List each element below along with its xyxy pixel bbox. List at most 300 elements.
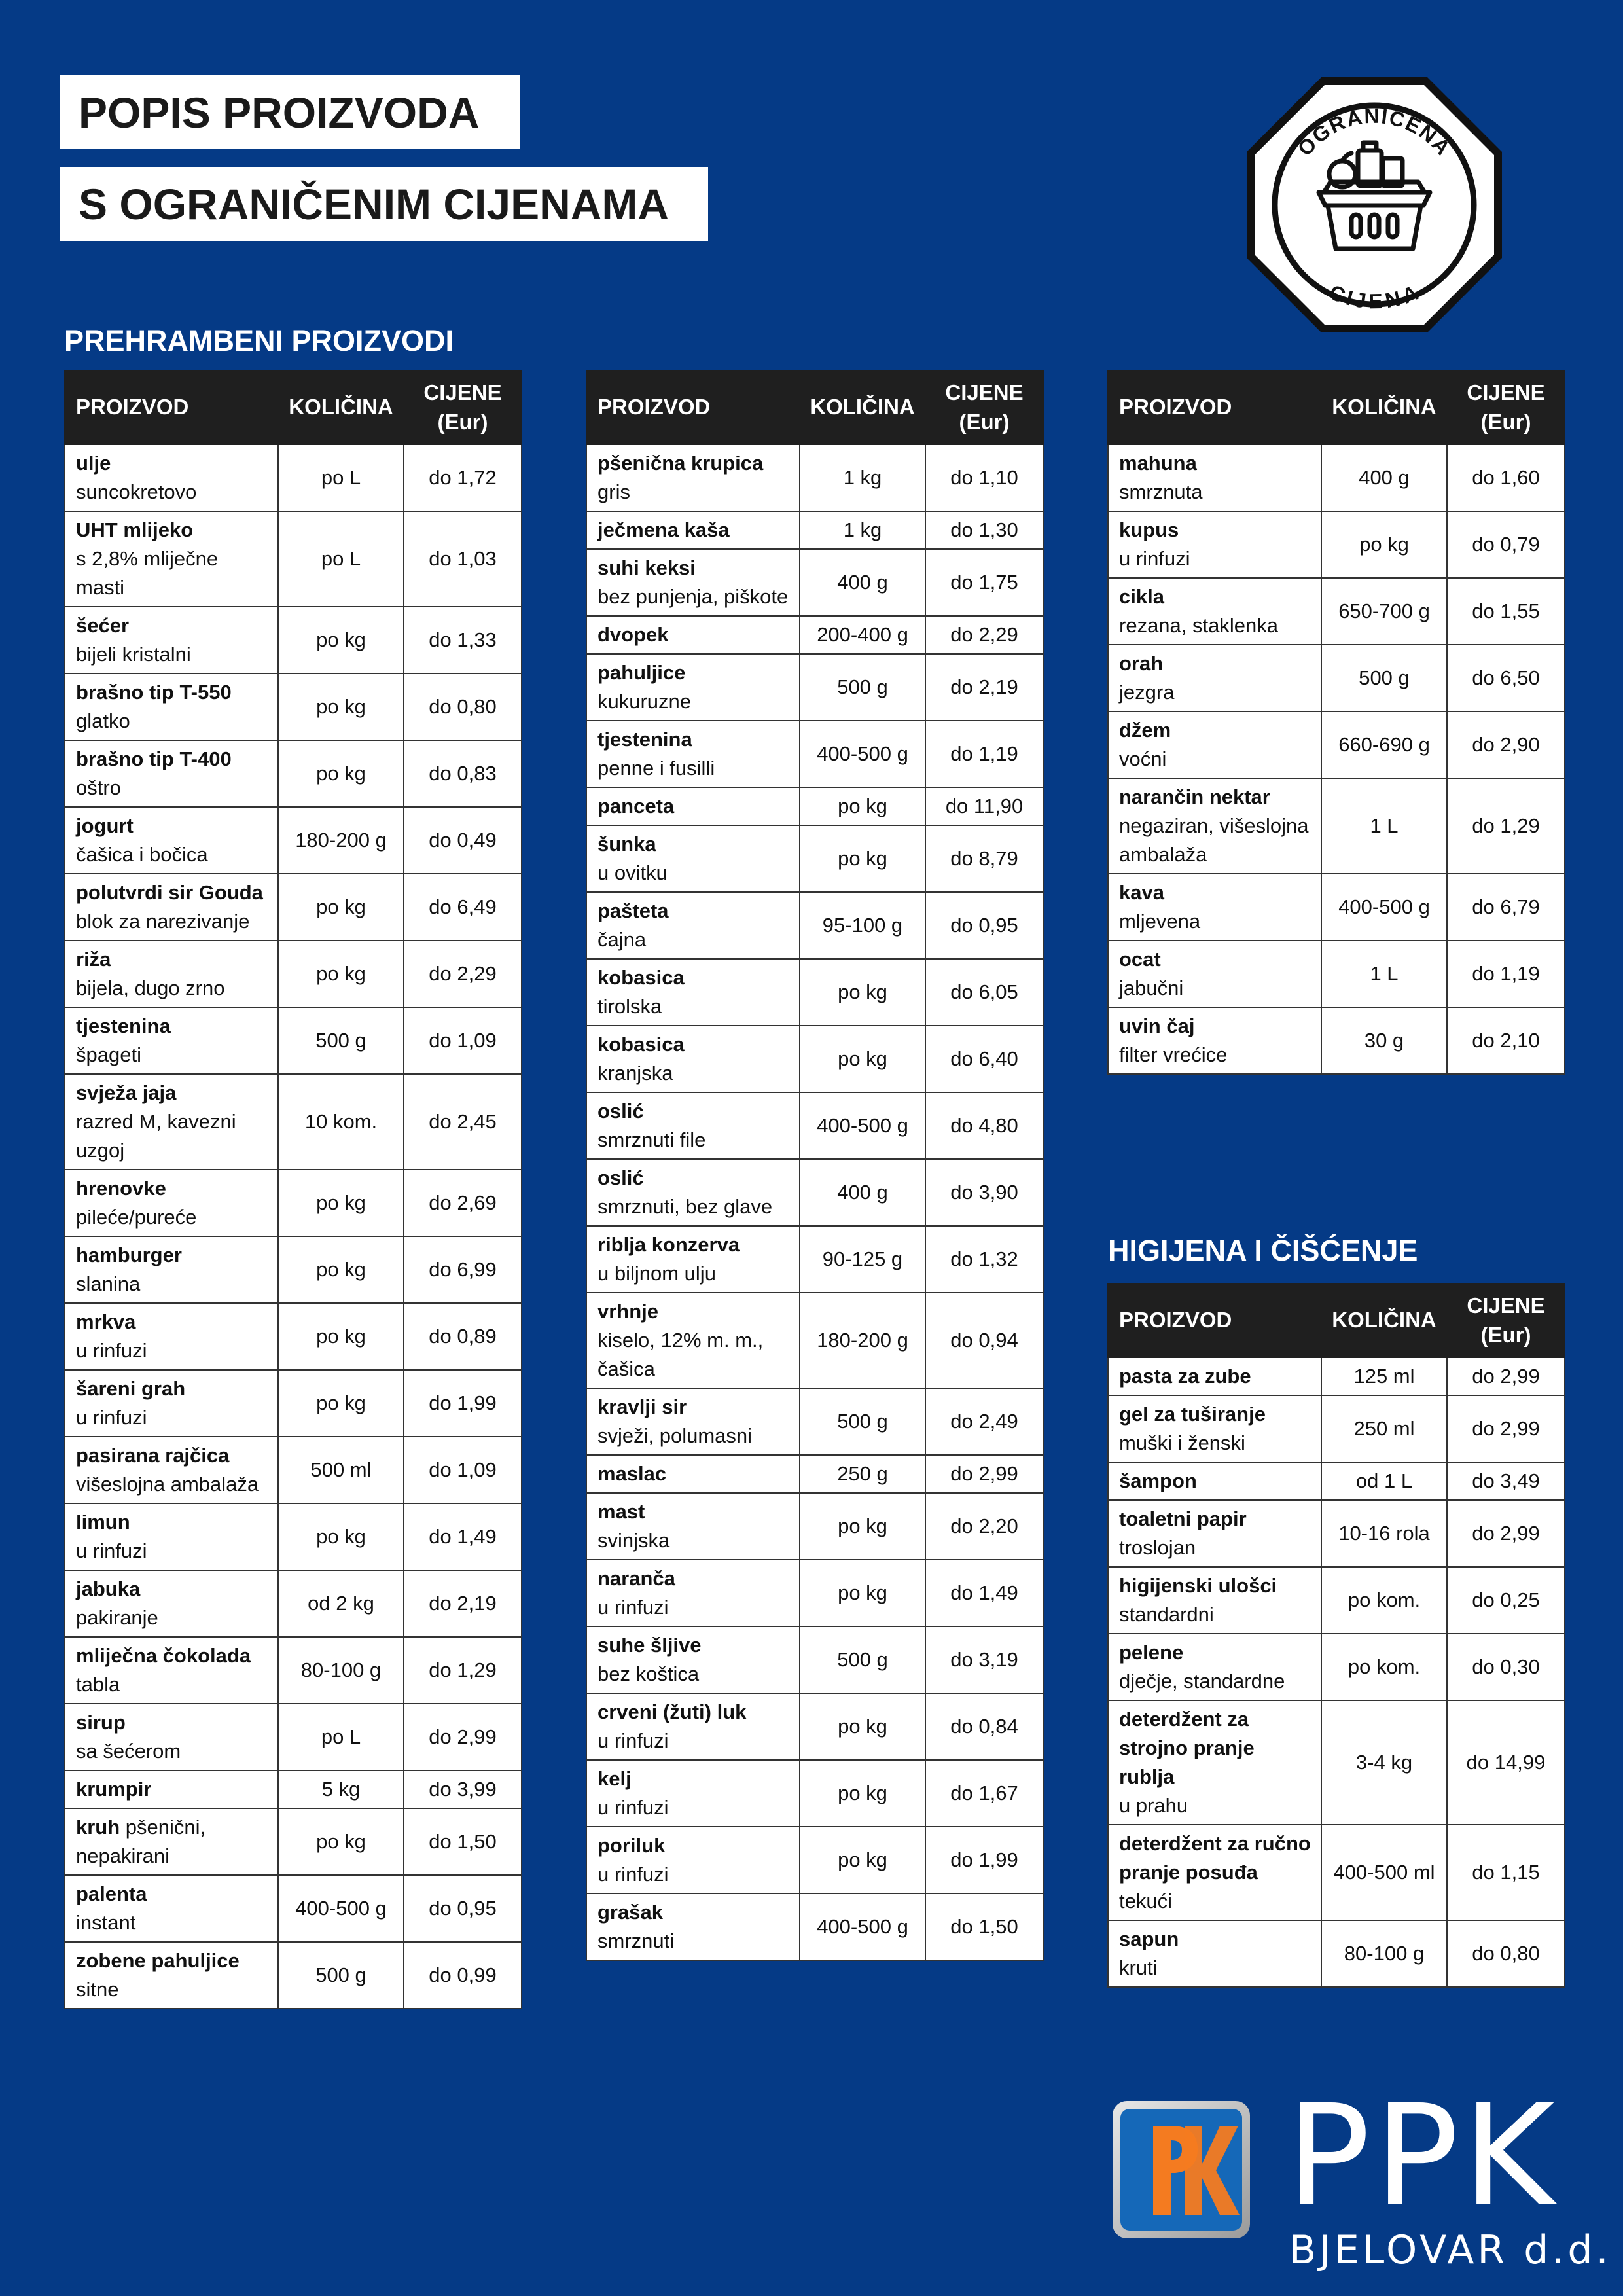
price-cell: do 1,75 xyxy=(925,549,1043,616)
product-cell xyxy=(586,787,800,825)
product-cell xyxy=(65,1875,278,1942)
product-description: slanina xyxy=(76,1272,141,1295)
table-row xyxy=(586,1388,1043,1455)
product-cell xyxy=(1108,578,1321,645)
quantity-cell: 400-500 g xyxy=(278,1875,404,1942)
product-name: narančin nektar xyxy=(1119,785,1270,808)
product-name: deterdžent za ručno pranje posuđa xyxy=(1119,1832,1311,1884)
table-row xyxy=(586,1560,1043,1626)
table-row xyxy=(1108,1462,1565,1500)
quantity-cell: 250 g xyxy=(800,1455,925,1493)
product-description: bez koštica xyxy=(597,1662,700,1685)
price-cell: do 2,29 xyxy=(925,616,1043,654)
product-name: tjestenina xyxy=(597,728,692,751)
quantity-cell: po kg xyxy=(800,787,925,825)
product-name: toaletni papir xyxy=(1119,1507,1247,1530)
product-cell xyxy=(1108,1395,1321,1462)
product-cell xyxy=(586,825,800,892)
table-row xyxy=(586,511,1043,549)
price-cell: do 2,99 xyxy=(1447,1357,1565,1395)
product-cell xyxy=(586,1092,800,1159)
product-description: instant xyxy=(76,1911,136,1934)
price-cell: do 1,50 xyxy=(404,1808,522,1875)
header-quantity: KOLIČINA xyxy=(1321,1283,1447,1357)
product-description: filter vrećice xyxy=(1119,1043,1228,1066)
quantity-cell: 500 g xyxy=(278,1942,404,2009)
quantity-cell: 1 kg xyxy=(800,511,925,549)
product-cell xyxy=(586,1159,800,1226)
price-cell: do 6,05 xyxy=(925,959,1043,1026)
product-name: gel za tuširanje xyxy=(1119,1403,1266,1426)
section-title-hygiene: HIGIJENA I ČIŠĆENJE xyxy=(1108,1234,1418,1267)
product-name: hrenovke xyxy=(76,1177,166,1200)
product-cell xyxy=(586,1893,800,1960)
product-description: voćni xyxy=(1119,747,1167,770)
table-row xyxy=(1108,444,1565,511)
product-cell xyxy=(586,549,800,616)
table-row xyxy=(1108,874,1565,941)
product-cell xyxy=(1108,511,1321,578)
price-cell: do 1,49 xyxy=(404,1503,522,1570)
product-description: smrznuti xyxy=(597,1929,675,1952)
quantity-cell: po kg xyxy=(278,874,404,941)
product-cell xyxy=(586,616,800,654)
quantity-cell: 500 g xyxy=(800,1626,925,1693)
table-row xyxy=(65,1637,522,1704)
price-cell: do 0,80 xyxy=(1447,1920,1565,1987)
product-description: u biljnom ulju xyxy=(597,1262,716,1285)
product-cell xyxy=(586,511,800,549)
price-cell: do 1,99 xyxy=(925,1827,1043,1893)
product-name: limun xyxy=(76,1511,130,1534)
product-description: dječje, standardne xyxy=(1119,1670,1285,1693)
product-name: oslić xyxy=(597,1100,644,1122)
product-name: kelj xyxy=(597,1767,632,1790)
product-name: dvopek xyxy=(597,623,669,646)
header-price xyxy=(404,370,522,444)
quantity-cell: 250 ml xyxy=(1321,1395,1447,1462)
product-description: bijela, dugo zrno xyxy=(76,977,225,999)
product-name: pašteta xyxy=(597,899,669,922)
quantity-cell: 80-100 g xyxy=(278,1637,404,1704)
price-cell: do 1,09 xyxy=(404,1437,522,1503)
table-row xyxy=(1108,511,1565,578)
header-price xyxy=(1447,1283,1565,1357)
price-cell: do 2,19 xyxy=(404,1570,522,1637)
product-cell xyxy=(1108,1825,1321,1920)
product-description: blok za narezivanje xyxy=(76,910,250,933)
product-name: naranča xyxy=(597,1567,675,1590)
product-cell xyxy=(65,673,278,740)
product-cell xyxy=(65,1437,278,1503)
table-row xyxy=(65,941,522,1007)
product-description: razred M, kavezni uzgoj xyxy=(76,1110,236,1162)
table-row xyxy=(65,1770,522,1808)
table-row xyxy=(65,673,522,740)
quantity-cell: 90-125 g xyxy=(800,1226,925,1293)
product-name: kobasica xyxy=(597,1033,685,1056)
price-cell: do 3,49 xyxy=(1447,1462,1565,1500)
product-name: tjestenina xyxy=(76,1014,171,1037)
product-name: kobasica xyxy=(597,966,685,989)
quantity-cell: od 2 kg xyxy=(278,1570,404,1637)
product-name: hamburger xyxy=(76,1244,182,1266)
quantity-cell: po kg xyxy=(800,1827,925,1893)
price-cell: do 0,79 xyxy=(1447,511,1565,578)
quantity-cell: 10-16 rola xyxy=(1321,1500,1447,1567)
product-cell xyxy=(586,1760,800,1827)
product-cell xyxy=(65,1074,278,1170)
product-description: gris xyxy=(597,480,630,503)
product-description: u rinfuzi xyxy=(76,1539,147,1562)
table-row xyxy=(586,549,1043,616)
price-cell: do 1,29 xyxy=(1447,778,1565,874)
table-row xyxy=(1108,778,1565,874)
quantity-cell: 1 L xyxy=(1321,941,1447,1007)
quantity-cell: 500 g xyxy=(800,654,925,721)
price-cell: do 8,79 xyxy=(925,825,1043,892)
price-cell: do 2,99 xyxy=(1447,1395,1565,1462)
product-cell xyxy=(65,1570,278,1637)
product-cell xyxy=(1108,711,1321,778)
product-cell xyxy=(586,1026,800,1092)
table-row xyxy=(586,1226,1043,1293)
product-cell xyxy=(1108,874,1321,941)
table-row xyxy=(1108,645,1565,711)
product-cell xyxy=(586,1293,800,1388)
product-cell xyxy=(65,807,278,874)
price-cell: do 1,29 xyxy=(404,1637,522,1704)
quantity-cell: 125 ml xyxy=(1321,1357,1447,1395)
product-cell xyxy=(65,1770,278,1808)
price-cell: do 0,95 xyxy=(404,1875,522,1942)
product-name: pelene xyxy=(1119,1641,1184,1664)
product-description: u ovitku xyxy=(597,861,668,884)
section-title-food: PREHRAMBENI PROIZVODI xyxy=(64,324,454,357)
product-cell xyxy=(65,1704,278,1770)
table-row xyxy=(1108,1007,1565,1074)
table-row xyxy=(586,1827,1043,1893)
table-row xyxy=(65,1570,522,1637)
price-cell: do 6,49 xyxy=(404,874,522,941)
product-cell xyxy=(65,874,278,941)
product-description: smrznuti, bez glave xyxy=(597,1195,773,1218)
header-product: PROIZVOD xyxy=(1108,1283,1321,1357)
product-description: u rinfuzi xyxy=(597,1729,669,1752)
product-description: tekući xyxy=(1119,1890,1172,1912)
quantity-cell: po kg xyxy=(278,1808,404,1875)
header-price-line2: (Eur) xyxy=(437,409,488,434)
quantity-cell: po kg xyxy=(800,1026,925,1092)
table-row xyxy=(65,1303,522,1370)
quantity-cell: 5 kg xyxy=(278,1770,404,1808)
table-header-row xyxy=(65,370,522,444)
product-name: sirup xyxy=(76,1711,126,1734)
product-name: grašak xyxy=(597,1901,663,1924)
quantity-cell: 660-690 g xyxy=(1321,711,1447,778)
product-cell xyxy=(586,892,800,959)
quantity-cell: po kg xyxy=(800,1560,925,1626)
product-name: jogurt xyxy=(76,814,134,837)
price-cell: do 2,90 xyxy=(1447,711,1565,778)
product-description: kruti xyxy=(1119,1956,1158,1979)
table-row xyxy=(586,1626,1043,1693)
table-row xyxy=(1108,941,1565,1007)
table-row xyxy=(65,1170,522,1236)
product-description: muški i ženski xyxy=(1119,1431,1245,1454)
product-name: krumpir xyxy=(76,1778,152,1801)
table-row xyxy=(586,1493,1043,1560)
table-row xyxy=(1108,1357,1565,1395)
product-description: svježi, polumasni xyxy=(597,1424,753,1447)
table-row xyxy=(65,1370,522,1437)
table-row xyxy=(65,740,522,807)
product-cell xyxy=(65,1808,278,1875)
table-row xyxy=(586,1159,1043,1226)
product-description: u rinfuzi xyxy=(597,1596,669,1619)
price-cell: do 1,32 xyxy=(925,1226,1043,1293)
product-cell xyxy=(65,1942,278,2009)
quantity-cell: 500 g xyxy=(278,1007,404,1074)
product-description: mljevena xyxy=(1119,910,1201,933)
product-name: kravlji sir xyxy=(597,1395,687,1418)
quantity-cell: po kg xyxy=(278,941,404,1007)
product-name: riblja konzerva xyxy=(597,1233,740,1256)
table-row xyxy=(65,1808,522,1875)
price-cell: do 3,90 xyxy=(925,1159,1043,1226)
price-cell: do 6,79 xyxy=(1447,874,1565,941)
product-description: s 2,8% mliječne masti xyxy=(76,547,219,599)
quantity-cell: 400 g xyxy=(1321,444,1447,511)
table-row xyxy=(65,1942,522,2009)
product-cell xyxy=(65,1170,278,1236)
price-cell: do 2,10 xyxy=(1447,1007,1565,1074)
table-row xyxy=(586,654,1043,721)
table-header-row xyxy=(1108,1283,1565,1357)
quantity-cell: po kg xyxy=(1321,511,1447,578)
price-cell: do 1,49 xyxy=(925,1560,1043,1626)
product-description: oštro xyxy=(76,776,121,799)
product-description: pšenični, nepakirani xyxy=(76,1816,206,1867)
table-row xyxy=(1108,1920,1565,1987)
price-cell: do 0,89 xyxy=(404,1303,522,1370)
price-cell: do 0,84 xyxy=(925,1693,1043,1760)
product-name: UHT mlijeko xyxy=(76,518,194,541)
product-name: pahuljice xyxy=(597,661,686,684)
food-table-col1 xyxy=(64,370,522,2009)
quantity-cell: po kg xyxy=(278,607,404,673)
product-description: smrznuti file xyxy=(597,1128,706,1151)
product-cell xyxy=(586,654,800,721)
table-row xyxy=(65,1007,522,1074)
product-name: kupus xyxy=(1119,518,1179,541)
table-row xyxy=(1108,711,1565,778)
product-name: higijenski ulošci xyxy=(1119,1574,1277,1597)
hygiene-table xyxy=(1107,1283,1565,1988)
price-cell: do 11,90 xyxy=(925,787,1043,825)
product-description: glatko xyxy=(76,709,130,732)
quantity-cell: po L xyxy=(278,1704,404,1770)
product-description: jabučni xyxy=(1119,977,1184,999)
product-description: u rinfuzi xyxy=(597,1863,669,1886)
table-row xyxy=(1108,1825,1565,1920)
product-cell xyxy=(65,1637,278,1704)
product-name: zobene pahuljice xyxy=(76,1949,240,1972)
product-name: šunka xyxy=(597,833,656,855)
product-cell xyxy=(1108,1500,1321,1567)
product-name: vrhnje xyxy=(597,1300,659,1323)
table-row xyxy=(1108,1700,1565,1825)
product-name: pšenična krupica xyxy=(597,452,764,475)
product-name: poriluk xyxy=(597,1834,666,1857)
price-cell: do 2,99 xyxy=(404,1704,522,1770)
quantity-cell: 400-500 g xyxy=(800,721,925,787)
table-row xyxy=(586,1092,1043,1159)
price-cell: do 6,50 xyxy=(1447,645,1565,711)
price-cell: do 1,67 xyxy=(925,1760,1043,1827)
product-description: penne i fusilli xyxy=(597,757,715,780)
product-name: brašno tip T-400 xyxy=(76,747,232,770)
header-price-line1: CIJENE xyxy=(1467,380,1545,404)
product-cell xyxy=(586,721,800,787)
product-description: rezana, staklenka xyxy=(1119,614,1278,637)
price-cell: do 1,15 xyxy=(1447,1825,1565,1920)
price-cell: do 2,99 xyxy=(1447,1500,1565,1567)
product-cell xyxy=(1108,1567,1321,1634)
header-product: PROIZVOD xyxy=(1108,370,1321,444)
table-row xyxy=(65,1503,522,1570)
table-row xyxy=(586,1455,1043,1493)
table-row xyxy=(65,1236,522,1303)
product-name: kava xyxy=(1119,881,1164,904)
table-row xyxy=(586,1893,1043,1960)
price-cell: do 1,09 xyxy=(404,1007,522,1074)
quantity-cell: po kg xyxy=(800,959,925,1026)
page-title-line-2 xyxy=(60,167,708,241)
price-cell: do 1,55 xyxy=(1447,578,1565,645)
product-cell xyxy=(586,959,800,1026)
ppk-logo-icon xyxy=(1111,2100,1251,2240)
product-cell xyxy=(1108,1007,1321,1074)
product-description: sa šećerom xyxy=(76,1740,181,1763)
product-name: suhi keksi xyxy=(597,556,696,579)
product-name: mahuna xyxy=(1119,452,1197,475)
product-name: cikla xyxy=(1119,585,1164,608)
brand-subtitle: BJELOVAR d.d. xyxy=(1289,2227,1612,2273)
quantity-cell: 200-400 g xyxy=(800,616,925,654)
quantity-cell: 10 kom. xyxy=(278,1074,404,1170)
product-cell xyxy=(65,444,278,511)
price-cell: do 1,10 xyxy=(925,444,1043,511)
table-row xyxy=(586,1760,1043,1827)
product-cell xyxy=(586,1693,800,1760)
product-cell xyxy=(586,1626,800,1693)
header-quantity: KOLIČINA xyxy=(1321,370,1447,444)
product-name: ulje xyxy=(76,452,111,475)
product-description: špageti xyxy=(76,1043,141,1066)
quantity-cell: po kg xyxy=(800,1760,925,1827)
quantity-cell: 400 g xyxy=(800,549,925,616)
product-cell xyxy=(1108,941,1321,1007)
price-cell: do 3,19 xyxy=(925,1626,1043,1693)
product-description: standardni xyxy=(1119,1603,1214,1626)
product-description: višeslojna ambalaža xyxy=(76,1473,259,1496)
price-cell: do 1,19 xyxy=(1447,941,1565,1007)
price-cell: do 0,83 xyxy=(404,740,522,807)
price-cell: do 2,69 xyxy=(404,1170,522,1236)
product-cell xyxy=(1108,1357,1321,1395)
product-name: svježa jaja xyxy=(76,1081,177,1104)
table-row xyxy=(586,892,1043,959)
table-row xyxy=(586,825,1043,892)
quantity-cell: 400-500 g xyxy=(1321,874,1447,941)
price-cell: do 0,30 xyxy=(1447,1634,1565,1700)
product-description: kukuruzne xyxy=(597,690,692,713)
quantity-cell: po kg xyxy=(278,1170,404,1236)
price-cell: do 0,49 xyxy=(404,807,522,874)
product-name: mrkva xyxy=(76,1310,136,1333)
table-row xyxy=(1108,1567,1565,1634)
product-cell xyxy=(586,1226,800,1293)
product-name: uvin čaj xyxy=(1119,1014,1195,1037)
table-row xyxy=(1108,1395,1565,1462)
page-title-line-1 xyxy=(60,75,520,149)
quantity-cell: 500 ml xyxy=(278,1437,404,1503)
table-row xyxy=(65,1074,522,1170)
product-description: negaziran, višeslojna ambalaža xyxy=(1119,814,1309,866)
product-cell xyxy=(586,1455,800,1493)
product-description: pakiranje xyxy=(76,1606,158,1629)
product-description: tirolska xyxy=(597,995,662,1018)
table-header-row xyxy=(1108,370,1565,444)
price-cell: do 2,29 xyxy=(404,941,522,1007)
product-cell xyxy=(65,1236,278,1303)
product-description: sitne xyxy=(76,1978,119,2001)
price-cell: do 1,72 xyxy=(404,444,522,511)
quantity-cell: 180-200 g xyxy=(800,1293,925,1388)
product-description: suncokretovo xyxy=(76,480,197,503)
product-description: jezgra xyxy=(1119,681,1175,704)
product-cell xyxy=(586,1560,800,1626)
header-price-line1: CIJENE xyxy=(423,380,502,404)
product-cell xyxy=(1108,1634,1321,1700)
product-name: palenta xyxy=(76,1882,147,1905)
product-description: troslojan xyxy=(1119,1536,1196,1559)
header-price-line2: (Eur) xyxy=(1480,409,1531,434)
quantity-cell: po kg xyxy=(800,825,925,892)
quantity-cell: po kg xyxy=(278,1503,404,1570)
product-cell xyxy=(1108,1462,1321,1500)
badge-text-bottom: CIJENA xyxy=(1326,279,1423,314)
price-cell: do 6,40 xyxy=(925,1026,1043,1092)
header-quantity: KOLIČINA xyxy=(278,370,404,444)
table-row xyxy=(586,444,1043,511)
quantity-cell: po kg xyxy=(800,1493,925,1560)
brand-name: PPK xyxy=(1286,2075,1559,2238)
table-row xyxy=(586,1026,1043,1092)
table-row xyxy=(65,511,522,607)
product-cell xyxy=(586,1388,800,1455)
product-description: u prahu xyxy=(1119,1794,1188,1817)
product-description: kranjska xyxy=(597,1062,673,1085)
product-cell xyxy=(586,444,800,511)
quantity-cell: 650-700 g xyxy=(1321,578,1447,645)
quantity-cell: 1 L xyxy=(1321,778,1447,874)
product-cell xyxy=(1108,444,1321,511)
product-description: u rinfuzi xyxy=(597,1796,669,1819)
price-cell: do 1,19 xyxy=(925,721,1043,787)
header-price-line2: (Eur) xyxy=(1480,1322,1531,1347)
